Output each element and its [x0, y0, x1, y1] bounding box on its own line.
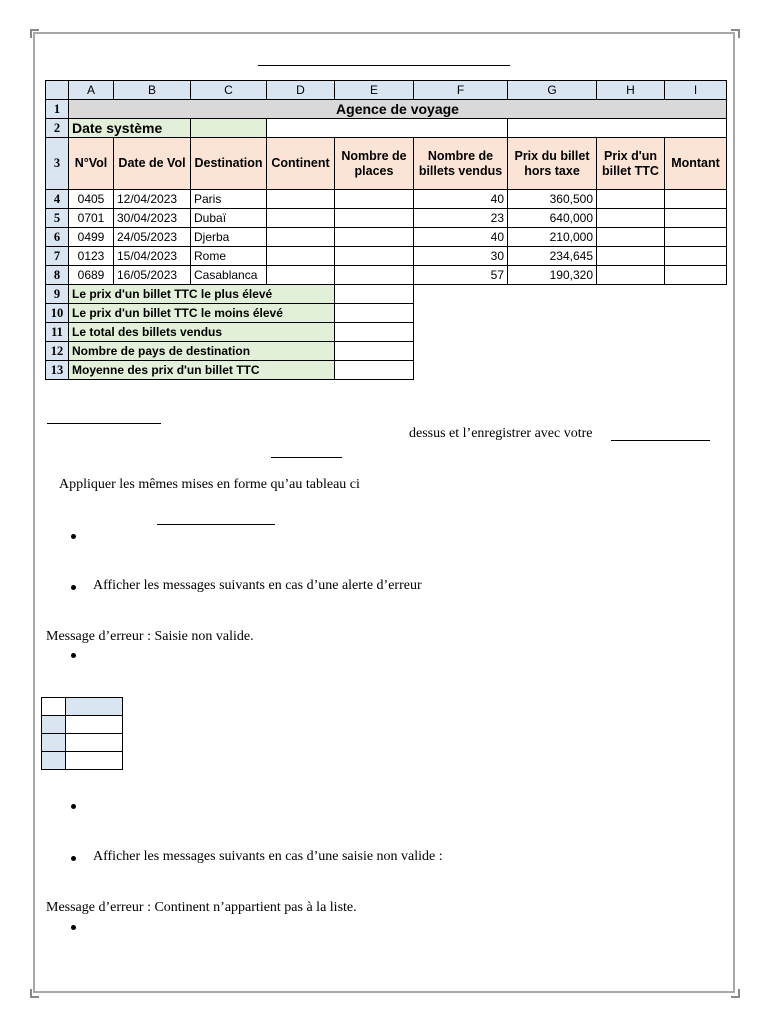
column-header: Nombre de billets vendus [414, 138, 508, 190]
mini-row-header [42, 752, 66, 770]
date-system-cell[interactable] [191, 119, 267, 138]
bullet-icon [71, 534, 76, 539]
summary-value-cell[interactable] [335, 285, 414, 304]
blank-line [271, 457, 342, 458]
column-header: Destination [191, 138, 267, 190]
column-header: Prix du billet hors taxe [508, 138, 597, 190]
price-cell: 210,000 [508, 228, 597, 247]
sold-cell: 40 [414, 190, 508, 209]
date-cell: 30/04/2023 [114, 209, 191, 228]
save-instruction: dessus et l’enregistrer avec votre [409, 426, 593, 441]
summary-value-cell[interactable] [335, 361, 414, 380]
table-row [46, 209, 727, 228]
corner-mark [30, 29, 39, 38]
empty-area [414, 361, 727, 380]
date-system-label: Date système [69, 119, 191, 138]
sheet-title: Agence de voyage [69, 100, 727, 119]
row-number: 6 [46, 228, 69, 247]
error-message-1: Message d’erreur : Saisie non valide. [46, 629, 254, 644]
column-header: Date de Vol [114, 138, 191, 190]
row-number: 10 [46, 304, 69, 323]
summary-label: Le prix d'un billet TTC le moins élevé [69, 304, 335, 323]
mini-cell[interactable] [66, 716, 123, 734]
column-header: Continent [267, 138, 335, 190]
mini-row-header [42, 716, 66, 734]
blank-line [47, 423, 161, 424]
continent-cell[interactable] [267, 266, 335, 285]
destination-cell: Casablanca [191, 266, 267, 285]
title-underline [258, 65, 510, 66]
corner-mark [30, 989, 39, 998]
header-row [46, 138, 727, 190]
sold-cell: 23 [414, 209, 508, 228]
row-number: 7 [46, 247, 69, 266]
row-number: 4 [46, 190, 69, 209]
amount-cell[interactable] [665, 266, 727, 285]
table-cell [267, 119, 508, 138]
amount-cell[interactable] [665, 228, 727, 247]
bullet-icon [71, 804, 76, 809]
empty-area [414, 304, 727, 323]
mini-corner [42, 698, 66, 716]
summary-row [46, 304, 727, 323]
date-cell: 16/05/2023 [114, 266, 191, 285]
amount-cell[interactable] [665, 247, 727, 266]
row-number: 11 [46, 323, 69, 342]
table-cell [508, 119, 727, 138]
table-row [46, 119, 727, 138]
spreadsheet-table [45, 80, 727, 380]
date-cell: 24/05/2023 [114, 228, 191, 247]
corner-cell [46, 81, 69, 100]
corner-mark [731, 989, 740, 998]
blank-line [611, 440, 710, 441]
destination-cell: Djerba [191, 228, 267, 247]
summary-row [46, 361, 727, 380]
apply-format-text: Appliquer les mêmes mises en forme qu’au tableau ci [59, 477, 360, 492]
column-header: N°Vol [69, 138, 114, 190]
vol-cell: 0499 [69, 228, 114, 247]
ttc-cell[interactable] [597, 209, 665, 228]
summary-value-cell[interactable] [335, 304, 414, 323]
vol-cell: 0123 [69, 247, 114, 266]
places-cell[interactable] [335, 190, 414, 209]
row-number: 3 [46, 138, 69, 190]
summary-row [46, 285, 727, 304]
table-row [46, 190, 727, 209]
summary-value-cell[interactable] [335, 323, 414, 342]
summary-row [46, 342, 727, 361]
corner-mark [731, 29, 740, 38]
summary-value-cell[interactable] [335, 342, 414, 361]
empty-area [414, 285, 727, 304]
places-cell[interactable] [335, 209, 414, 228]
mini-header [66, 698, 123, 716]
bullet-icon [71, 925, 76, 930]
table-row [46, 247, 727, 266]
empty-area [414, 342, 727, 361]
destination-cell: Rome [191, 247, 267, 266]
summary-label: Moyenne des prix d'un billet TTC [69, 361, 335, 380]
sold-cell: 30 [414, 247, 508, 266]
places-cell[interactable] [335, 228, 414, 247]
ttc-cell[interactable] [597, 247, 665, 266]
continent-cell[interactable] [267, 228, 335, 247]
row-number: 5 [46, 209, 69, 228]
column-header-row [46, 81, 727, 100]
table-row [46, 100, 727, 119]
bullet-icon [71, 653, 76, 658]
price-cell: 640,000 [508, 209, 597, 228]
destination-cell: Paris [191, 190, 267, 209]
col-letter: C [191, 81, 267, 100]
col-letter: I [665, 81, 727, 100]
col-letter: D [267, 81, 335, 100]
continent-cell[interactable] [267, 190, 335, 209]
summary-label: Le prix d'un billet TTC le plus élevé [69, 285, 335, 304]
mini-table [41, 697, 123, 770]
row-number: 9 [46, 285, 69, 304]
invalid-messages-text: Afficher les messages suivants en cas d’une saisie non valide : [93, 849, 443, 864]
amount-cell[interactable] [665, 190, 727, 209]
amount-cell[interactable] [665, 209, 727, 228]
table-row [46, 266, 727, 285]
col-letter: H [597, 81, 665, 100]
col-letter: F [414, 81, 508, 100]
ttc-cell[interactable] [597, 228, 665, 247]
vol-cell: 0701 [69, 209, 114, 228]
col-letter: G [508, 81, 597, 100]
bullet-icon [71, 856, 76, 861]
vol-cell: 0405 [69, 190, 114, 209]
row-number: 13 [46, 361, 69, 380]
sold-cell: 40 [414, 228, 508, 247]
table-row [46, 228, 727, 247]
col-letter: A [69, 81, 114, 100]
column-header: Prix d'un billet TTC [597, 138, 665, 190]
vol-cell: 0689 [69, 266, 114, 285]
column-header: Nombre de places [335, 138, 414, 190]
col-letter: E [335, 81, 414, 100]
mini-cell[interactable] [66, 734, 123, 752]
column-header: Montant [665, 138, 727, 190]
price-cell: 360,500 [508, 190, 597, 209]
date-cell: 12/04/2023 [114, 190, 191, 209]
summary-label: Nombre de pays de destination [69, 342, 335, 361]
places-cell[interactable] [335, 266, 414, 285]
continent-cell[interactable] [267, 247, 335, 266]
continent-cell[interactable] [267, 209, 335, 228]
places-cell[interactable] [335, 247, 414, 266]
ttc-cell[interactable] [597, 266, 665, 285]
error-message-2: Message d’erreur : Continent n’appartient pas à la liste. [46, 900, 357, 915]
mini-row-header [42, 734, 66, 752]
row-number: 2 [46, 119, 69, 138]
col-letter: B [114, 81, 191, 100]
alert-messages-text: Afficher les messages suivants en cas d’une alerte d’erreur [93, 578, 422, 593]
sold-cell: 57 [414, 266, 508, 285]
row-number: 1 [46, 100, 69, 119]
summary-row [46, 323, 727, 342]
blank-line [157, 524, 275, 525]
summary-label: Le total des billets vendus [69, 323, 335, 342]
row-number: 12 [46, 342, 69, 361]
ttc-cell[interactable] [597, 190, 665, 209]
row-number: 8 [46, 266, 69, 285]
empty-area [414, 323, 727, 342]
date-cell: 15/04/2023 [114, 247, 191, 266]
price-cell: 190,320 [508, 266, 597, 285]
bullet-icon [71, 585, 76, 590]
destination-cell: Dubaï [191, 209, 267, 228]
mini-cell[interactable] [66, 752, 123, 770]
price-cell: 234,645 [508, 247, 597, 266]
